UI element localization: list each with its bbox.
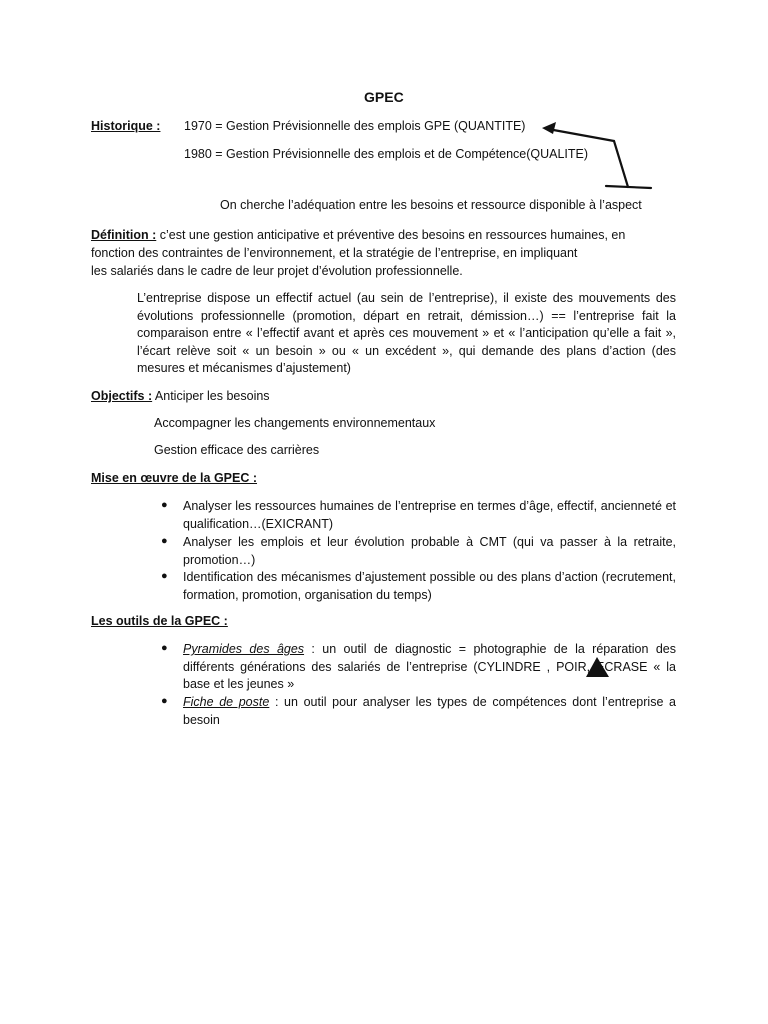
bullet-icon: ●: [161, 535, 168, 547]
pyramides-term: Pyramides des âges: [183, 642, 305, 656]
bullet-icon: ●: [161, 499, 168, 511]
outil-item-fiche: [183, 694, 676, 729]
historique-line-1980: 1980 = Gestion Prévisionnelle des emplois et de Compétence(QUALITE): [184, 147, 589, 161]
bullet-icon: ●: [161, 695, 168, 707]
outils-heading: Les outils de la GPEC :: [91, 614, 228, 628]
objectifs-label: Objectifs :: [91, 389, 153, 403]
objectifs-first-line: [91, 389, 270, 403]
definition-first-line: [91, 228, 625, 242]
bullet-icon: ●: [161, 570, 168, 582]
bullet-icon: ●: [161, 642, 168, 654]
objectif-item: Gestion efficace des carrières: [154, 443, 320, 457]
definition-line-2: fonction des contraintes de l’environnement, et la stratégie de l’entreprise, en impliquant: [91, 246, 578, 260]
outil-item-pyramides: [183, 641, 676, 694]
historique-line-1970: 1970 = Gestion Prévisionnelle des emplois GPE (QUANTITE): [184, 119, 526, 133]
fiche-term: Fiche de poste: [183, 695, 270, 709]
objectif-item: Accompagner les changements environnementaux: [154, 416, 436, 430]
historique-label: Historique :: [91, 119, 161, 133]
page-title: GPEC: [364, 89, 404, 105]
pyramides-description: : un outil de diagnostic = photographie de la réparation des différents générations des salariés de l’entreprise (CYLINDRE , POIR, ECRASE « la base et les jeunes »: [183, 642, 676, 692]
definition-line-1: c’est une gestion anticipative et préventive des besoins en ressources humaines, en: [156, 228, 626, 242]
historique-note: On cherche l’adéquation entre les besoins et ressource disponible à l’aspect: [220, 198, 642, 212]
definition-paragraph: L’entreprise dispose un effectif actuel (au sein de l’entreprise), il existe des mouvements des évolutions professionnelle (promotion, départ en retrait, démission…) == l’entreprise fait la comparaison entre « l’effectif avant et après ces mouvement » et « l’anticipation qu’elle a fait », l’écart relève soit « un besoin » ou « un excédent », qui demande des plans d’action (des mesures et mécanismes d’ajustement): [137, 291, 676, 376]
arrow-head-icon: [542, 122, 556, 134]
objectif-item: Anticiper les besoins: [152, 389, 270, 403]
mise-en-oeuvre-item: Analyser les emplois et leur évolution probable à CMT (qui va passer à la retraite, promotion…): [183, 535, 676, 567]
mise-en-oeuvre-item: Analyser les ressources humaines de l’entreprise en termes d’âge, effectif, ancienneté et qualification…(EXICRANT): [183, 499, 676, 531]
definition-line-3: les salariés dans le cadre de leur projet d’évolution professionnelle.: [91, 264, 463, 278]
fiche-description: : un outil pour analyser les types de compétences dont l’entreprise a besoin: [183, 695, 676, 727]
mise-en-oeuvre-heading: Mise en œuvre de la GPEC :: [91, 471, 258, 485]
mise-en-oeuvre-item: Identification des mécanismes d’ajustement possible ou des plans d’action (recrutement, formation, promotion, organisation du temps): [183, 570, 676, 602]
definition-label: Définition :: [91, 228, 157, 242]
